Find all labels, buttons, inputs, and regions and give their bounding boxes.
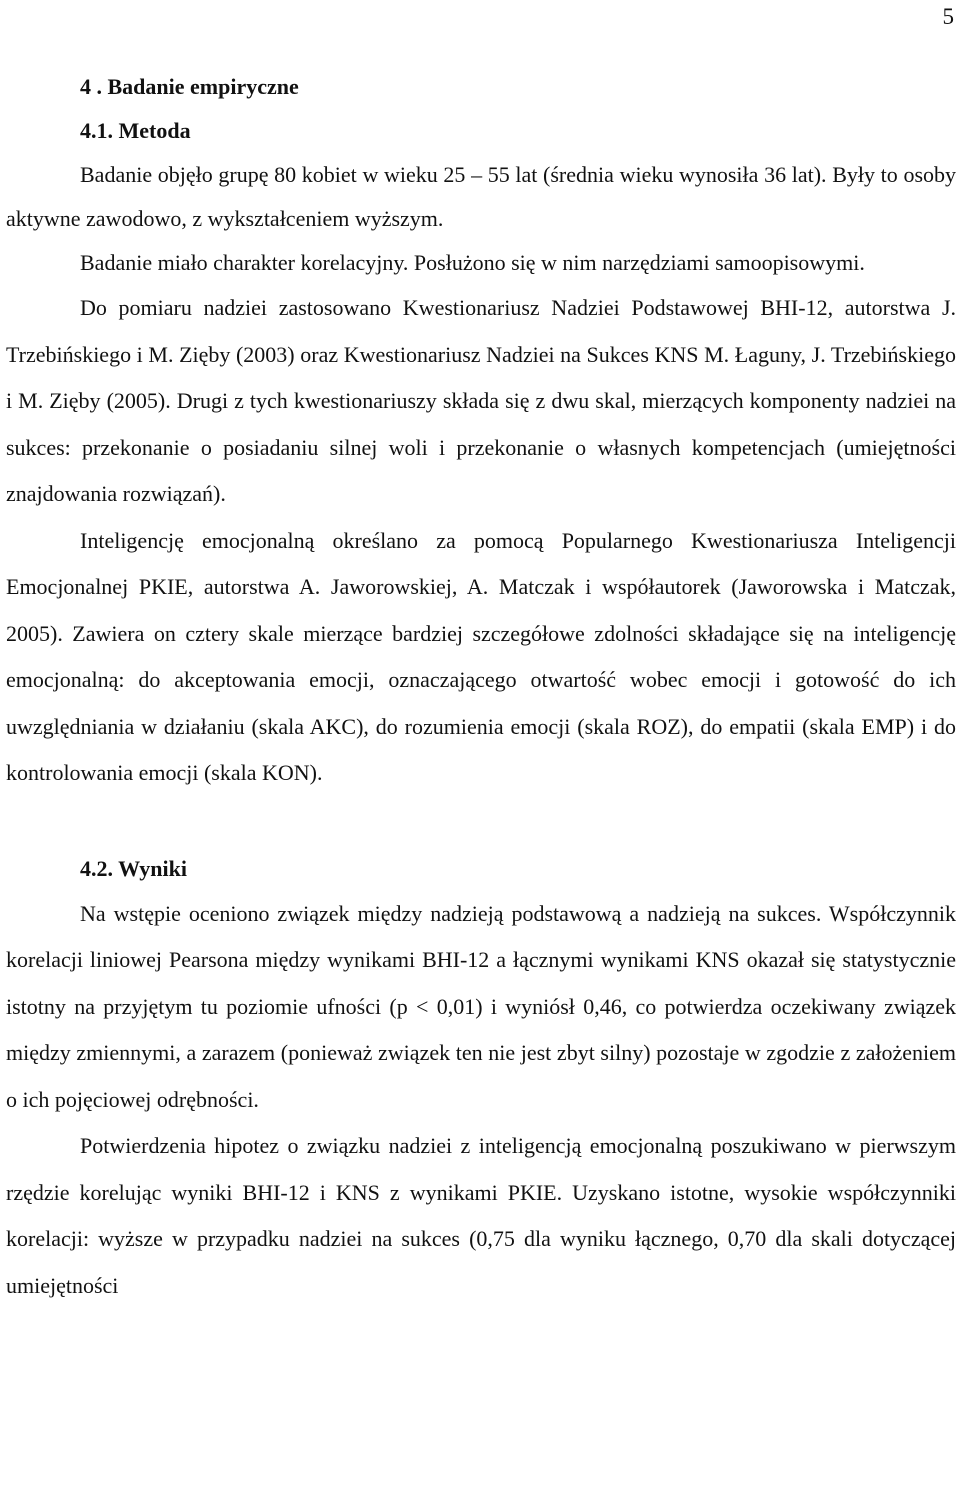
page-number: 5 <box>942 4 954 29</box>
paragraph-design: Badanie miało charakter korelacyjny. Posłużono się w nim narzędziami samoopisowymi. <box>80 250 865 275</box>
section-heading-metoda: 4.1. Metoda <box>80 118 191 143</box>
document-body <box>6 65 956 1309</box>
paragraph-sample: Badanie objęło grupę 80 kobiet w wieku 25 – 55 lat (średnia wieku wynosiła 36 lat). Były to osoby aktywne zawodowo, z wykształceniem wyższym. <box>6 162 956 231</box>
section-heading-wyniki: 4.2. Wyniki <box>80 855 187 881</box>
section-heading-badanie-empiryczne: 4 . Badanie empiryczne <box>80 74 299 99</box>
paragraph-hypotheses: Potwierdzenia hipotez o związku nadziei z inteligencją emocjonalną poszukiwano w pierwszym rzędzie korelując wyniki BHI-12 i KNS z wynikami PKIE. Uzyskano istotne, wysokie współczynniki korelacji: wyższe w przypadku nadziei na sukces (0,75 dla wyniku łącznego, 0,70 dla skali dotyczącej umiejętności <box>6 1133 956 1298</box>
paragraph-emotional-intelligence: Inteligencję emocjonalną określano za pomocą Popularnego Kwestionariusza Inteligencji Emocjonalnej PKIE, autorstwa A. Jaworowskiej, A. Matczak i współautorek (Jaworowska i Matczak, 2005). Zawiera on cztery skale mierzące bardziej szczegółowe zdolności składające się na inteligencję emocjonalną: do akceptowania emocji, oznaczającego otwartość wobec emocji i gotowość do ich uwzględniania w działaniu (skala AKC), do rozumienia emocji (skala ROZ), do empatii (skala EMP) i do kontrolowania emocji (skala KON). <box>6 527 956 785</box>
paragraph-hope-measures: Do pomiaru nadziei zastosowano Kwestionariusz Nadziei Podstawowej BHI-12, autorstwa J. Trzebińskiego i M. Zięby (2003) oraz Kwestionariusz Nadziei na Sukces KNS M. Łaguny, J. Trzebińskiego i M. Zięby (2005). Drugi z tych kwestionariuszy składa się z dwu skal, mierzących komponenty nadziei na sukces: przekonanie o posiadaniu silnej woli i przekonanie o własnych kompetencjach (umiejętności znajdowania rozwiązań). <box>6 295 956 506</box>
paragraph-correlation-hope: Na wstępie oceniono związek między nadzieją podstawową a nadzieją na sukces. Współczynnik korelacji liniowej Pearsona między wynikami BHI-12 a łącznymi wynikami KNS okazał się statystycznie istotny na przyjętym tu poziomie ufności (p < 0,01) i wyniósł 0,46, co potwierdza oczekiwany związek między zmiennymi, a zarazem (ponieważ związek ten nie jest zbyt silny) pozostaje w zgodzie z założeniem o ich pojęciowej odrębności. <box>6 900 956 1112</box>
